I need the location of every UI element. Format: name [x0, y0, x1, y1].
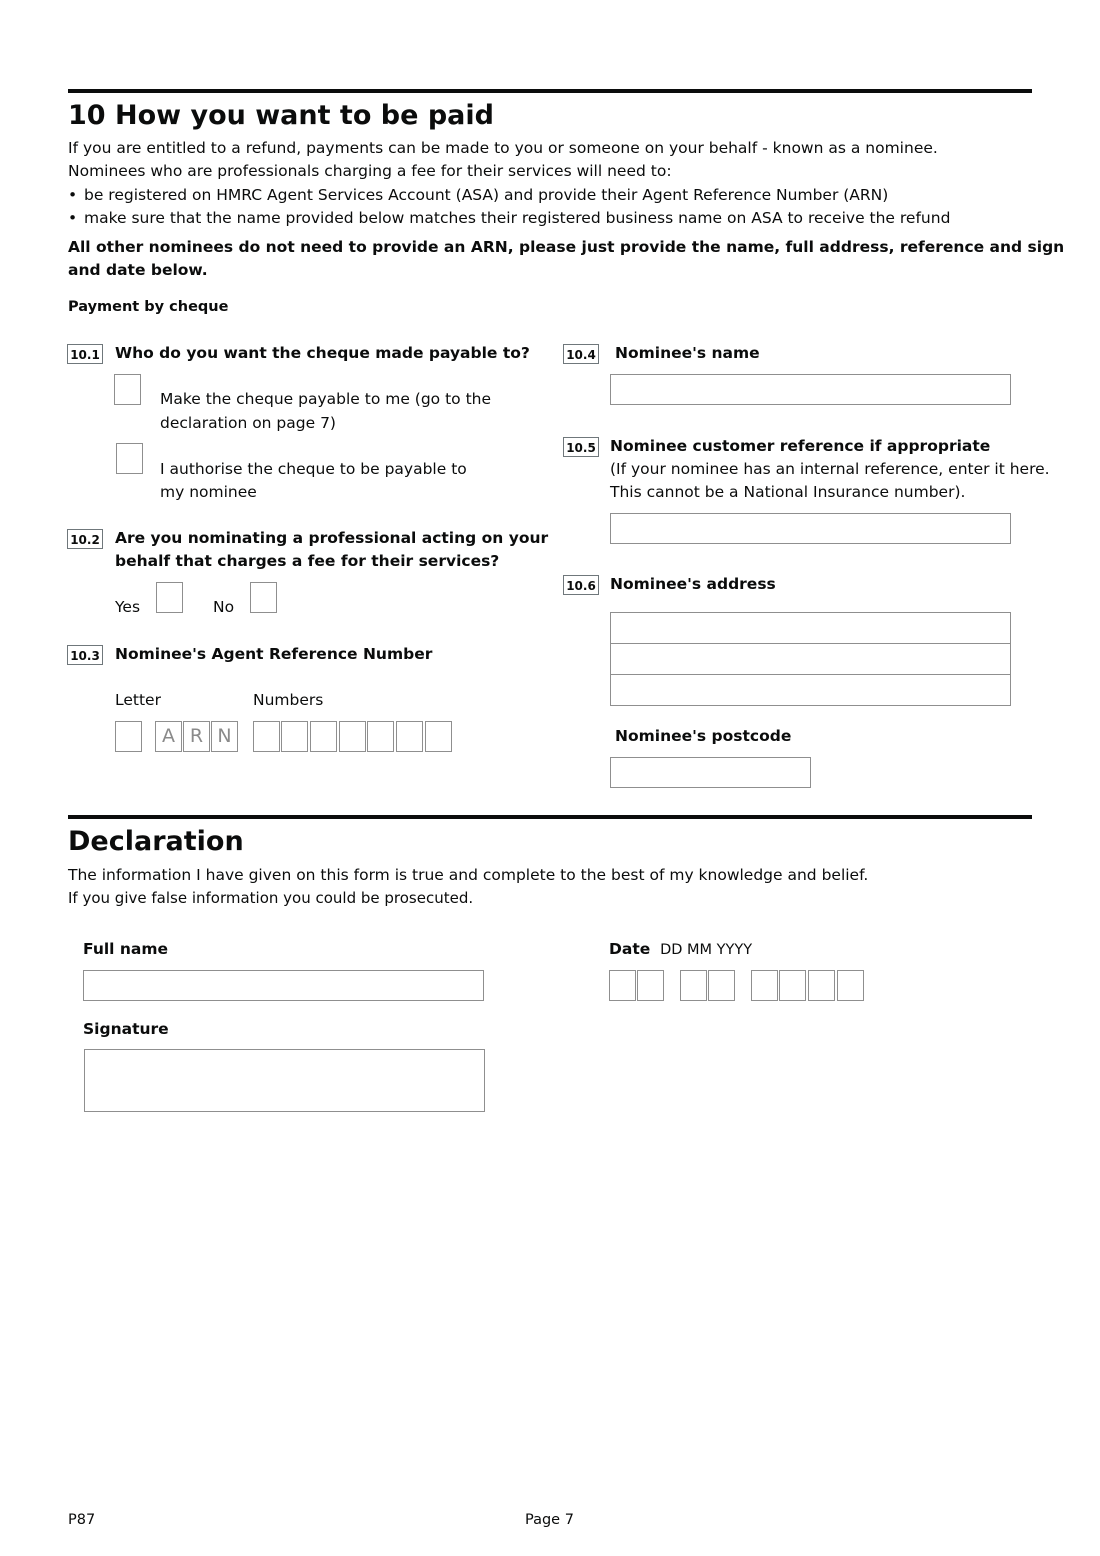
checkbox-payable-to-nominee[interactable]	[116, 443, 143, 474]
arn-number-cell[interactable]	[367, 721, 394, 752]
nominee-address-line-1-input[interactable]	[610, 612, 1011, 644]
question-number-10-6: 10.6	[563, 575, 599, 595]
signature-label: Signature	[83, 1020, 169, 1038]
nominee-reference-input[interactable]	[610, 513, 1011, 544]
date-month-cell[interactable]	[708, 970, 735, 1001]
declaration-top-rule	[68, 815, 1032, 819]
section-title: 10 How you want to be paid	[68, 100, 494, 131]
date-label-row	[609, 938, 752, 962]
signature-box[interactable]	[84, 1049, 485, 1112]
arn-number-cell[interactable]	[425, 721, 452, 752]
hint-10-5-line-2: This cannot be a National Insurance number).	[610, 483, 966, 501]
intro-line-2: Nominees who are professionals charging a fee for their services will need to:	[68, 162, 672, 180]
arn-number-cell[interactable]	[253, 721, 280, 752]
hint-10-5-line-1: (If your nominee has an internal reference, enter it here.	[610, 460, 1050, 478]
nominee-address-line-2-input[interactable]	[610, 643, 1011, 675]
arn-number-cell[interactable]	[339, 721, 366, 752]
arn-number-cell[interactable]	[310, 721, 337, 752]
question-number-10-5: 10.5	[563, 437, 599, 457]
option-nominee-line-2: my nominee	[160, 483, 257, 501]
form-code: P87	[68, 1512, 96, 1528]
question-number-10-2: 10.2	[67, 529, 103, 549]
date-year-cell[interactable]	[779, 970, 806, 1001]
option-me-line-2: declaration on page 7)	[160, 414, 336, 432]
question-number-10-4: 10.4	[563, 344, 599, 364]
arn-prefix-cell: R	[183, 721, 210, 752]
date-label: Date	[609, 940, 651, 958]
question-number-10-1: 10.1	[67, 344, 103, 364]
arn-number-cell[interactable]	[396, 721, 423, 752]
arn-prefix-cell: N	[211, 721, 238, 752]
date-year-cell[interactable]	[837, 970, 864, 1001]
bullet-dot: •	[68, 209, 78, 227]
option-me-line-1: Make the cheque payable to me (go to the	[160, 390, 492, 408]
date-year-cell[interactable]	[808, 970, 835, 1001]
question-label-10-1: Who do you want the cheque made payable to?	[115, 344, 530, 362]
bold-note-line-2: and date below.	[68, 261, 208, 279]
date-month-cell[interactable]	[680, 970, 707, 1001]
question-label-10-5: Nominee customer reference if appropriate	[610, 437, 991, 455]
arn-number-cell[interactable]	[281, 721, 308, 752]
nominee-name-input[interactable]	[610, 374, 1011, 405]
question-number-10-3: 10.3	[67, 645, 103, 665]
page-number: Page 7	[525, 1512, 574, 1528]
option-nominee-line-1: I authorise the cheque to be payable to	[160, 460, 467, 478]
question-label-10-2-line-1: Are you nominating a professional acting on your	[115, 529, 549, 547]
declaration-text-line-1: The information I have given on this form is true and complete to the best of my knowledge and belief.	[68, 866, 869, 884]
checkbox-yes[interactable]	[156, 582, 183, 613]
declaration-text-line-2: If you give false information you could be prosecuted.	[68, 889, 474, 907]
bullet-item-name: make sure that the name provided below matches their registered business name on ASA to receive the refund	[84, 209, 951, 227]
date-year-cell[interactable]	[751, 970, 778, 1001]
question-label-10-2-line-2: behalf that charges a fee for their services?	[115, 552, 500, 570]
full-name-label: Full name	[83, 940, 169, 958]
date-format-hint: DD MM YYYY	[660, 942, 753, 958]
checkbox-payable-to-me[interactable]	[114, 374, 141, 405]
numbers-label: Numbers	[253, 691, 324, 709]
payment-subheading: Payment by cheque	[68, 299, 229, 315]
section-top-rule	[68, 89, 1032, 93]
checkbox-no[interactable]	[250, 582, 277, 613]
no-label: No	[213, 598, 235, 616]
question-label-10-6: Nominee's address	[610, 575, 776, 593]
arn-letter-cell[interactable]	[115, 721, 142, 752]
intro-line-1: If you are entitled to a refund, payments can be made to you or someone on your behalf - known as a nominee.	[68, 139, 938, 157]
full-name-input[interactable]	[83, 970, 484, 1001]
date-day-cell[interactable]	[609, 970, 636, 1001]
bullet-dot: •	[68, 186, 78, 204]
bold-note-line-1: All other nominees do not need to provide an ARN, please just provide the name, full address, reference and sign	[68, 238, 1065, 256]
declaration-title: Declaration	[68, 826, 244, 857]
date-day-cell[interactable]	[637, 970, 664, 1001]
letter-label: Letter	[115, 691, 161, 709]
nominee-postcode-label: Nominee's postcode	[615, 727, 792, 745]
bullet-item-asa: be registered on HMRC Agent Services Account (ASA) and provide their Agent Reference Number (ARN)	[84, 186, 889, 204]
question-label-10-4: Nominee's name	[615, 344, 760, 362]
question-label-10-3: Nominee's Agent Reference Number	[115, 645, 433, 663]
arn-prefix-cell: A	[155, 721, 182, 752]
nominee-postcode-input[interactable]	[610, 757, 811, 788]
yes-label: Yes	[115, 598, 141, 616]
nominee-address-line-3-input[interactable]	[610, 674, 1011, 706]
